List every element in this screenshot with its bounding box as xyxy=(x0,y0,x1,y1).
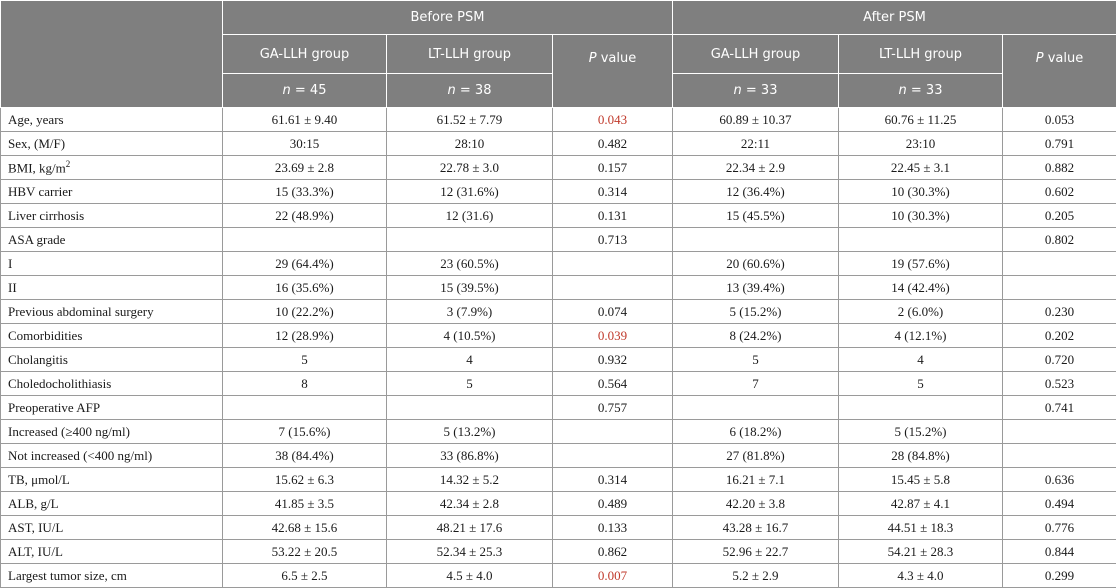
p-letter: P xyxy=(589,51,597,66)
after-p-value: 0.602 xyxy=(1003,180,1116,204)
after-lt-value: 19 (57.6%) xyxy=(839,252,1003,276)
table-row xyxy=(1,228,1116,252)
n-value: = 45 xyxy=(295,83,327,98)
row-label-superscript: 2 xyxy=(66,159,71,169)
before-lt-value: 4 xyxy=(387,348,553,372)
before-ga-value: 6.5 ± 2.5 xyxy=(223,564,387,588)
after-ga-value: 15 (45.5%) xyxy=(673,204,839,228)
after-p-value xyxy=(1003,420,1116,444)
before-ga-value: 15.62 ± 6.3 xyxy=(223,468,387,492)
header-before-ga-group: GA-LLH group xyxy=(223,35,387,74)
row-label-text: Choledocholithiasis xyxy=(8,376,111,391)
before-lt-value: 22.78 ± 3.0 xyxy=(387,156,553,180)
row-label-text: Comorbidities xyxy=(8,328,82,343)
before-ga-value: 38 (84.4%) xyxy=(223,444,387,468)
before-lt-value: 4 (10.5%) xyxy=(387,324,553,348)
row-label xyxy=(1,276,223,300)
n-letter: n xyxy=(448,83,456,98)
before-ga-value xyxy=(223,396,387,420)
after-ga-value: 27 (81.8%) xyxy=(673,444,839,468)
before-ga-value: 23.69 ± 2.8 xyxy=(223,156,387,180)
row-label-text: II xyxy=(8,280,17,295)
before-ga-value: 53.22 ± 20.5 xyxy=(223,540,387,564)
row-label xyxy=(1,228,223,252)
after-lt-value: 5 (15.2%) xyxy=(839,420,1003,444)
n-value: = 38 xyxy=(460,83,492,98)
after-ga-value: 22.34 ± 2.9 xyxy=(673,156,839,180)
before-p-value: 0.862 xyxy=(553,540,673,564)
row-label-text: ALB, g/L xyxy=(8,496,59,511)
header-before-lt-group: LT-LLH group xyxy=(387,35,553,74)
after-ga-value xyxy=(673,396,839,420)
row-label xyxy=(1,156,223,180)
before-p-value xyxy=(553,276,673,300)
n-letter: n xyxy=(283,83,291,98)
row-label xyxy=(1,540,223,564)
table-row xyxy=(1,252,1116,276)
row-label xyxy=(1,324,223,348)
before-ga-value: 7 (15.6%) xyxy=(223,420,387,444)
row-label-text: BMI, kg/m xyxy=(8,160,66,175)
row-label xyxy=(1,108,223,132)
table-row xyxy=(1,468,1116,492)
p-word: value xyxy=(1048,51,1084,66)
before-p-value: 0.314 xyxy=(553,468,673,492)
after-ga-value: 60.89 ± 10.37 xyxy=(673,108,839,132)
table-row xyxy=(1,180,1116,204)
row-label xyxy=(1,468,223,492)
table-row xyxy=(1,108,1116,132)
table-row xyxy=(1,540,1116,564)
after-lt-value xyxy=(839,228,1003,252)
table-row xyxy=(1,276,1116,300)
before-p-value xyxy=(553,444,673,468)
n-value: = 33 xyxy=(911,83,943,98)
after-p-value xyxy=(1003,444,1116,468)
header-after-psm: After PSM xyxy=(673,1,1116,35)
header-before-ga-n xyxy=(223,74,387,108)
row-label-text: Liver cirrhosis xyxy=(8,208,84,223)
table-row xyxy=(1,300,1116,324)
table-row xyxy=(1,516,1116,540)
before-p-value: 0.007 xyxy=(553,564,673,588)
after-lt-value: 44.51 ± 18.3 xyxy=(839,516,1003,540)
after-p-value: 0.299 xyxy=(1003,564,1116,588)
after-lt-value: 4 xyxy=(839,348,1003,372)
row-label xyxy=(1,420,223,444)
before-lt-value xyxy=(387,228,553,252)
table-row xyxy=(1,132,1116,156)
row-label xyxy=(1,132,223,156)
before-lt-value: 3 (7.9%) xyxy=(387,300,553,324)
row-label xyxy=(1,516,223,540)
after-lt-value: 14 (42.4%) xyxy=(839,276,1003,300)
row-label xyxy=(1,180,223,204)
after-p-value: 0.202 xyxy=(1003,324,1116,348)
table-row xyxy=(1,492,1116,516)
before-lt-value: 4.5 ± 4.0 xyxy=(387,564,553,588)
before-p-value: 0.131 xyxy=(553,204,673,228)
after-p-value xyxy=(1003,252,1116,276)
row-label xyxy=(1,372,223,396)
before-lt-value: 52.34 ± 25.3 xyxy=(387,540,553,564)
row-label-text: HBV carrier xyxy=(8,184,72,199)
row-label-text: I xyxy=(8,256,12,271)
before-lt-value: 15 (39.5%) xyxy=(387,276,553,300)
table-header xyxy=(1,1,1116,108)
before-lt-value: 5 xyxy=(387,372,553,396)
before-lt-value: 48.21 ± 17.6 xyxy=(387,516,553,540)
row-label-text: AST, IU/L xyxy=(8,520,63,535)
after-lt-value: 42.87 ± 4.1 xyxy=(839,492,1003,516)
before-ga-value: 12 (28.9%) xyxy=(223,324,387,348)
before-lt-value: 42.34 ± 2.8 xyxy=(387,492,553,516)
before-ga-value: 29 (64.4%) xyxy=(223,252,387,276)
after-ga-value xyxy=(673,228,839,252)
before-p-value: 0.482 xyxy=(553,132,673,156)
before-ga-value: 42.68 ± 15.6 xyxy=(223,516,387,540)
before-p-value xyxy=(553,420,673,444)
after-ga-value: 12 (36.4%) xyxy=(673,180,839,204)
row-label xyxy=(1,564,223,588)
row-label-text: Cholangitis xyxy=(8,352,68,367)
header-after-lt-n xyxy=(839,74,1003,108)
after-p-value: 0.776 xyxy=(1003,516,1116,540)
after-p-value: 0.205 xyxy=(1003,204,1116,228)
before-p-value: 0.314 xyxy=(553,180,673,204)
before-ga-value: 5 xyxy=(223,348,387,372)
n-letter: n xyxy=(734,83,742,98)
n-value: = 33 xyxy=(746,83,778,98)
row-label-text: TB, μmol/L xyxy=(8,472,70,487)
p-letter: P xyxy=(1036,51,1044,66)
before-p-value: 0.157 xyxy=(553,156,673,180)
header-after-lt-group: LT-LLH group xyxy=(839,35,1003,74)
after-ga-value: 42.20 ± 3.8 xyxy=(673,492,839,516)
table-row xyxy=(1,420,1116,444)
after-ga-value: 13 (39.4%) xyxy=(673,276,839,300)
after-p-value: 0.802 xyxy=(1003,228,1116,252)
after-lt-value: 5 xyxy=(839,372,1003,396)
row-label-text: Preoperative AFP xyxy=(8,400,100,415)
after-p-value: 0.053 xyxy=(1003,108,1116,132)
row-label-text: Not increased (<400 ng/ml) xyxy=(8,448,152,463)
header-corner-cell xyxy=(1,1,223,108)
row-label xyxy=(1,204,223,228)
before-p-value: 0.133 xyxy=(553,516,673,540)
before-lt-value: 5 (13.2%) xyxy=(387,420,553,444)
after-lt-value: 23:10 xyxy=(839,132,1003,156)
after-p-value: 0.882 xyxy=(1003,156,1116,180)
before-p-value: 0.713 xyxy=(553,228,673,252)
before-p-value: 0.564 xyxy=(553,372,673,396)
row-label-text: Previous abdominal surgery xyxy=(8,304,154,319)
header-after-p-value xyxy=(1003,35,1116,108)
row-label-text: Largest tumor size, cm xyxy=(8,568,127,583)
after-lt-value: 10 (30.3%) xyxy=(839,180,1003,204)
before-ga-value: 15 (33.3%) xyxy=(223,180,387,204)
table-row xyxy=(1,564,1116,588)
before-lt-value: 23 (60.5%) xyxy=(387,252,553,276)
after-lt-value: 22.45 ± 3.1 xyxy=(839,156,1003,180)
after-p-value: 0.230 xyxy=(1003,300,1116,324)
after-p-value: 0.636 xyxy=(1003,468,1116,492)
row-label xyxy=(1,300,223,324)
row-label xyxy=(1,492,223,516)
p-word: value xyxy=(601,51,637,66)
table-row xyxy=(1,204,1116,228)
before-lt-value: 61.52 ± 7.79 xyxy=(387,108,553,132)
header-before-psm: Before PSM xyxy=(223,1,673,35)
table-row xyxy=(1,348,1116,372)
header-after-ga-n xyxy=(673,74,839,108)
after-p-value: 0.741 xyxy=(1003,396,1116,420)
after-ga-value: 5 (15.2%) xyxy=(673,300,839,324)
row-label-text: Increased (≥400 ng/ml) xyxy=(8,424,130,439)
before-lt-value: 12 (31.6) xyxy=(387,204,553,228)
after-p-value: 0.791 xyxy=(1003,132,1116,156)
before-ga-value: 61.61 ± 9.40 xyxy=(223,108,387,132)
table-row xyxy=(1,444,1116,468)
row-label xyxy=(1,348,223,372)
after-ga-value: 16.21 ± 7.1 xyxy=(673,468,839,492)
header-before-p-value xyxy=(553,35,673,108)
row-label-text: ASA grade xyxy=(8,232,65,247)
after-ga-value: 52.96 ± 22.7 xyxy=(673,540,839,564)
after-lt-value: 4.3 ± 4.0 xyxy=(839,564,1003,588)
after-p-value: 0.523 xyxy=(1003,372,1116,396)
before-ga-value: 16 (35.6%) xyxy=(223,276,387,300)
header-before-lt-n xyxy=(387,74,553,108)
before-lt-value: 28:10 xyxy=(387,132,553,156)
before-p-value: 0.932 xyxy=(553,348,673,372)
before-lt-value: 14.32 ± 5.2 xyxy=(387,468,553,492)
before-p-value: 0.039 xyxy=(553,324,673,348)
row-label-text: Sex, (M/F) xyxy=(8,136,65,151)
before-p-value: 0.043 xyxy=(553,108,673,132)
table-body xyxy=(1,108,1116,588)
after-ga-value: 6 (18.2%) xyxy=(673,420,839,444)
header-row-groups xyxy=(1,1,1116,35)
after-ga-value: 5 xyxy=(673,348,839,372)
after-lt-value: 60.76 ± 11.25 xyxy=(839,108,1003,132)
after-lt-value: 15.45 ± 5.8 xyxy=(839,468,1003,492)
before-p-value: 0.074 xyxy=(553,300,673,324)
after-ga-value: 7 xyxy=(673,372,839,396)
after-ga-value: 20 (60.6%) xyxy=(673,252,839,276)
after-p-value: 0.844 xyxy=(1003,540,1116,564)
after-p-value: 0.494 xyxy=(1003,492,1116,516)
before-lt-value: 33 (86.8%) xyxy=(387,444,553,468)
table-row xyxy=(1,396,1116,420)
before-p-value: 0.757 xyxy=(553,396,673,420)
after-ga-value: 22:11 xyxy=(673,132,839,156)
row-label xyxy=(1,444,223,468)
before-ga-value: 30:15 xyxy=(223,132,387,156)
after-p-value: 0.720 xyxy=(1003,348,1116,372)
before-p-value xyxy=(553,252,673,276)
before-lt-value xyxy=(387,396,553,420)
after-ga-value: 5.2 ± 2.9 xyxy=(673,564,839,588)
before-ga-value: 10 (22.2%) xyxy=(223,300,387,324)
row-label xyxy=(1,252,223,276)
after-p-value xyxy=(1003,276,1116,300)
after-lt-value: 10 (30.3%) xyxy=(839,204,1003,228)
row-label xyxy=(1,396,223,420)
row-label-text: Age, years xyxy=(8,112,64,127)
after-ga-value: 43.28 ± 16.7 xyxy=(673,516,839,540)
row-label-text: ALT, IU/L xyxy=(8,544,63,559)
before-lt-value: 12 (31.6%) xyxy=(387,180,553,204)
after-lt-value: 4 (12.1%) xyxy=(839,324,1003,348)
before-ga-value: 41.85 ± 3.5 xyxy=(223,492,387,516)
before-ga-value: 22 (48.9%) xyxy=(223,204,387,228)
table-row xyxy=(1,324,1116,348)
after-lt-value xyxy=(839,396,1003,420)
table-row xyxy=(1,372,1116,396)
after-lt-value: 54.21 ± 28.3 xyxy=(839,540,1003,564)
n-letter: n xyxy=(899,83,907,98)
before-p-value: 0.489 xyxy=(553,492,673,516)
after-lt-value: 2 (6.0%) xyxy=(839,300,1003,324)
table-row xyxy=(1,156,1116,180)
header-after-ga-group: GA-LLH group xyxy=(673,35,839,74)
after-lt-value: 28 (84.8%) xyxy=(839,444,1003,468)
before-ga-value: 8 xyxy=(223,372,387,396)
after-ga-value: 8 (24.2%) xyxy=(673,324,839,348)
before-ga-value xyxy=(223,228,387,252)
